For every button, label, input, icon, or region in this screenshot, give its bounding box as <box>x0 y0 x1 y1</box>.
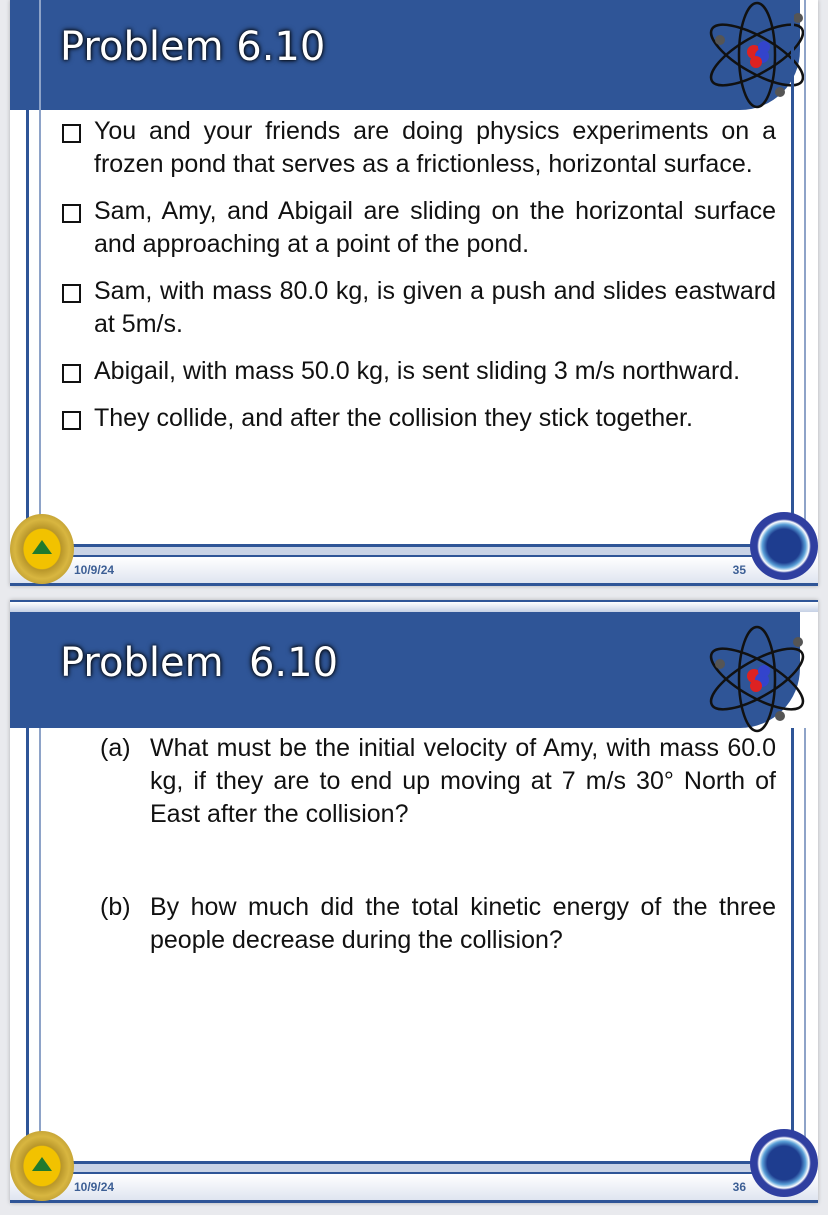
bottom-border <box>26 1161 806 1175</box>
frame-right <box>791 0 806 558</box>
bottom-border <box>26 544 806 558</box>
list-item: Abigail, with mass 50.0 kg, is sent sliding 3 m/s northward. <box>94 355 776 388</box>
atom-icon <box>702 624 812 734</box>
physics-department-logo <box>750 1129 818 1197</box>
frame-left <box>26 0 41 558</box>
slide-36 <box>10 600 818 1203</box>
slide-title: Problem 6.10 <box>60 640 339 686</box>
slide-number: 35 <box>732 563 746 577</box>
slide-title: Problem 6.10 <box>60 24 326 70</box>
slide-number: 36 <box>732 1180 746 1194</box>
checkbox-bullet-icon <box>62 284 81 303</box>
checkbox-bullet-icon <box>62 411 81 430</box>
footer <box>10 557 818 586</box>
university-seal-logo <box>10 1131 74 1201</box>
top-border <box>10 600 818 612</box>
bullet-list <box>94 115 776 449</box>
question-a: (a) What must be the initial velocity of Amy, with mass 60.0 kg, if they are to end up moving at 7 m/s 30° North of East after the collision? <box>100 734 776 828</box>
footer <box>10 1174 818 1203</box>
frame-right <box>791 728 806 1175</box>
slide-date: 10/9/24 <box>74 563 115 577</box>
list-item: You and your friends are doing physics experiments on a frozen pond that serves as a frictionless, horizontal surface. <box>94 115 776 181</box>
checkbox-bullet-icon <box>62 204 81 223</box>
frame-left <box>26 728 41 1175</box>
question-b: (b) By how much did the total kinetic energy of the three people decrease during the collision? <box>100 893 776 954</box>
checkbox-bullet-icon <box>62 364 81 383</box>
physics-department-logo <box>750 512 818 580</box>
slide-35 <box>10 0 818 586</box>
list-item: Sam, with mass 80.0 kg, is given a push and slides eastward at 5m/s. <box>94 275 776 341</box>
slide-date: 10/9/24 <box>74 1180 115 1194</box>
list-item: They collide, and after the collision they stick together. <box>94 402 776 435</box>
list-item: Sam, Amy, and Abigail are sliding on the horizontal surface and approaching at a point of the pond. <box>94 195 776 261</box>
checkbox-bullet-icon <box>62 124 81 143</box>
question-list <box>100 732 776 957</box>
university-seal-logo <box>10 514 74 584</box>
